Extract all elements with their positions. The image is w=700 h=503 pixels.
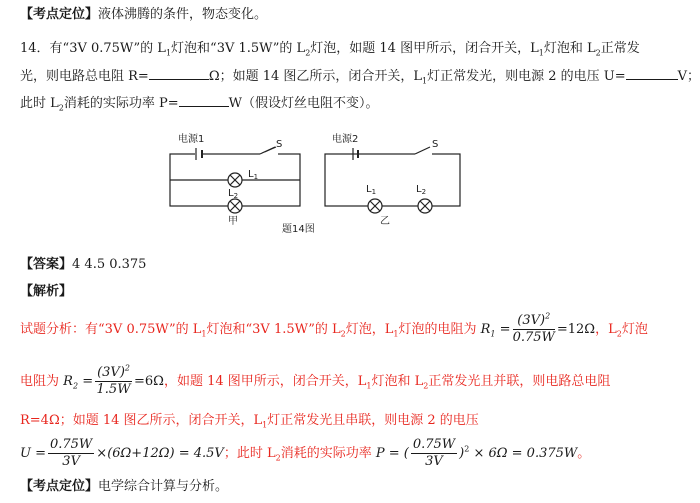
topic-tag: 【考点定位】 <box>20 7 99 22</box>
source2-label: 电源2 <box>332 134 359 145</box>
question-line-2: 光，则电路总电阻 R= Ω；如题 14 图乙所示，闭合开关，$L_1$灯正常发光，则电源 2 的电压 U= V； <box>20 66 700 86</box>
solution-line-4: U = $\frac{0.75W}{3V}$ ×(6Ω+12Ω) = 4.5V；此时 $L_2$消耗的实际功率 P = ( $\frac{0.75W}{3V}$ )$^2$ × 6Ω = 0.375W。 <box>20 437 591 469</box>
solution-line-3: R=4Ω；如题 14 图乙所示，闭合开关，$L_1$灯正常发光且串联，则电源 2 的电压 <box>20 413 479 430</box>
analysis-tag: 【解析】 <box>20 284 73 299</box>
answer-text: 4 4.5 0.375 <box>72 257 147 272</box>
question-line-1: 14．有“3V 0.75W”的 $L_1$灯泡和“3V 1.5W”的 $L_2$灯泡，如题 14 图甲所示，闭合开关，$L_1$灯泡和 $L_2$正常发 <box>20 41 640 58</box>
topic-text: 液体沸腾的条件，物态变化。 <box>98 7 268 22</box>
fraction-p: $\frac{0.75W}{3V}$ <box>412 437 456 469</box>
analysis-line <box>20 283 72 301</box>
source1-label: 电源1 <box>178 134 205 145</box>
jia-label: 甲 <box>228 216 238 227</box>
answer-tag: 【答案】 <box>20 257 73 272</box>
topic-line-1 <box>20 6 267 24</box>
answer-blank-u[interactable] <box>626 66 678 80</box>
solution-line-2: 电阻为 $R_2$ = $\frac{(3V)^2}{1.5W}$ =6Ω，如题 14 图甲所示，闭合开关，$L_1$灯泡和 $L_2$正常发光且并联，则电路总电阻 <box>20 363 611 397</box>
answer-blank-p[interactable] <box>179 93 229 107</box>
answer-blank-r[interactable] <box>149 66 209 80</box>
fraction-u: $\frac{0.75W}{3V}$ <box>49 437 93 469</box>
fraction-r1: $\frac{(3V)^2}{0.75W}$ <box>512 311 555 345</box>
lamp2-label-2: $L_2$ <box>416 184 427 196</box>
question-line-3: 此时 $L_2$消耗的实际功率 P= W（假设灯丝电阻不变）。 <box>20 93 379 113</box>
figure-caption: 题14图 <box>282 224 315 235</box>
lamp1-label: $L_1$ <box>248 169 259 181</box>
lamp1-label-2: $L_1$ <box>366 184 377 196</box>
yi-label: 乙 <box>380 216 390 227</box>
lamp2-label: $L_2$ <box>228 188 239 200</box>
switch-label-2: S <box>432 139 439 150</box>
solution-line-1: 试题分析：有“3V 0.75W”的 $L_1$灯泡和“3V 1.5W”的 $L_2$灯泡，$L_1$灯泡的电阻为 $R_1$ = $\frac{(3V)^2}{0.75W}$ =12Ω，$L_2$灯泡 <box>20 311 648 345</box>
topic-tag-2: 【考点定位】 <box>20 479 99 494</box>
topic-line-2 <box>20 478 228 496</box>
topic-text-2: 电学综合计算与分析。 <box>98 479 229 494</box>
answer-line <box>20 256 146 274</box>
fraction-r2: $\frac{(3V)^2}{1.5W}$ <box>96 363 131 397</box>
circuit-figure <box>160 128 470 238</box>
switch-label-1: S <box>276 139 283 150</box>
